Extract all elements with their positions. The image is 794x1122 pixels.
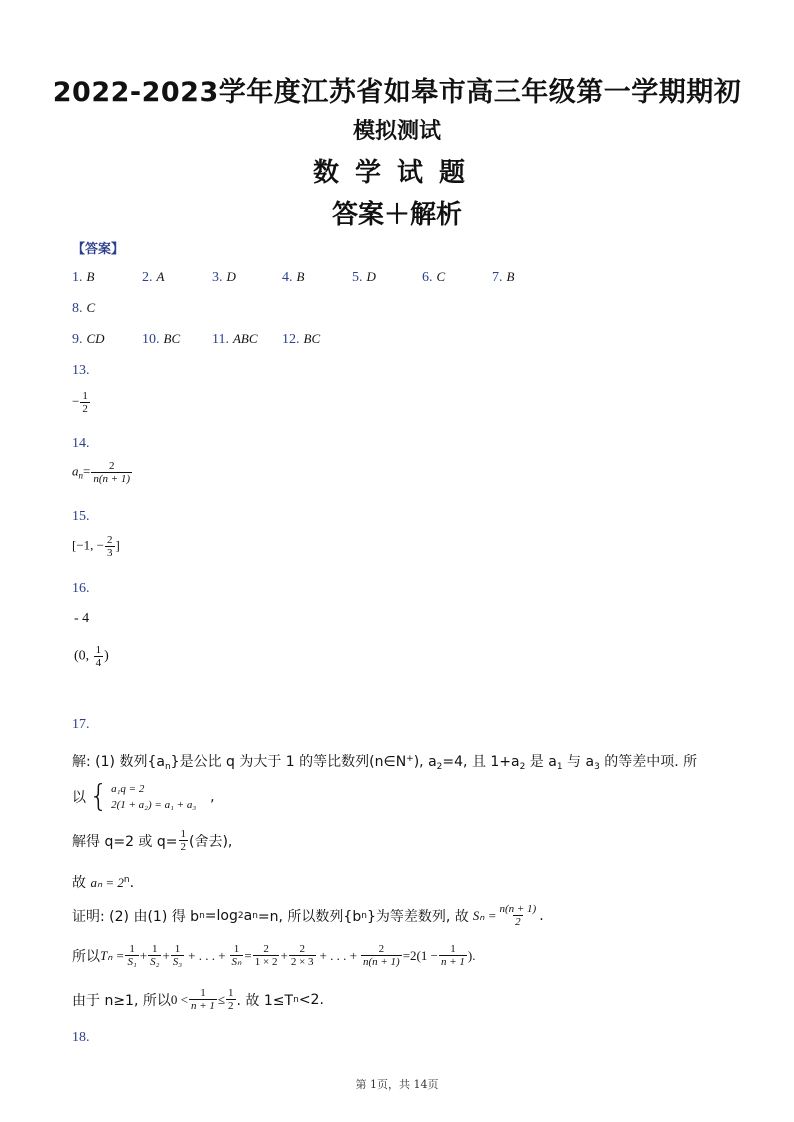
question-16-number: 16.	[72, 581, 90, 596]
answer-item: 12. BC	[282, 331, 321, 347]
question-14-number: 14.	[72, 436, 90, 451]
q17-system: 以 { a₁q = 2 2(1 + a₂) = a₁ + a₃ ,	[72, 779, 215, 814]
question-16-answer-2: (0, $\frac{1}{4}$ )	[74, 644, 109, 669]
answer-item: 5. D	[352, 269, 376, 285]
question-15-answer: [−1, − $\frac{2}{3}$ ]	[72, 534, 120, 559]
answer-section-tag: 【答案】	[72, 242, 125, 257]
q17-conclusion-line: 由于 n≥1, 所以 0 < $\frac{1}{n + 1}$ ≤ $\frac{1}{2}$ . 故 1≤T n <2.	[72, 987, 324, 1012]
doc-title-subject: 数学试题	[312, 158, 481, 188]
doc-title-line2: 模拟测试	[352, 119, 441, 144]
answer-item: 9. CD	[72, 331, 105, 347]
answer-item: 1. B	[72, 269, 95, 285]
answer-item: 4. B	[282, 269, 305, 285]
doc-title-line1: 2022-2023学年度江苏省如皋市高三年级第一学期期初	[52, 77, 742, 108]
q17-solve-line: 解得 q=2 或 q= $\frac{1}{2}$ (舍去),	[72, 828, 233, 853]
q17-line-1: 解: (1) 数列$\{a_n\}$是公比 q 为大于 1 的等比数列(n∈N+), $a_2=4$, 且 $1+a_2$ 是 $a_1$ 与 $a_3$ 的等差中项. 所	[72, 754, 698, 772]
question-14-answer: $a_n=$ $\frac{2}{n(n + 1)}$	[72, 460, 131, 485]
doc-title-answers: 答案＋解析	[331, 200, 462, 230]
answer-item: 7. B	[492, 269, 515, 285]
question-17-number: 17.	[72, 717, 90, 732]
page-footer: 第 1页，共 14页	[355, 1078, 439, 1091]
question-16-answer-1: - 4	[74, 611, 90, 626]
answer-item: 2. A	[142, 269, 165, 285]
question-15-number: 15.	[72, 509, 90, 524]
question-13-number: 13.	[72, 363, 90, 378]
answers-row-1	[72, 268, 592, 286]
answer-item-8: 8. C	[72, 300, 96, 316]
question-13-answer: − $\frac{1}{2}$	[72, 390, 88, 415]
answer-item: 6. C	[422, 269, 446, 285]
q17-sum-line: 所以 Tₙ = $\frac{1}{\text{S₁}}$ + $\frac{1}{\text{S₂}}$ + $\frac{1}{\text{S₃}}$ + . . . + $\frac{1}{\text{Sₙ}}$ = $\frac{2}{1 \times 2}$ + $\frac{2}{2 \times 3}$ + . . . + $\frac{2}{n(n + 1)}$ =2(1 − $\frac{1}{n + 1}$ ).	[72, 943, 476, 968]
answers-row-3	[72, 330, 352, 348]
answer-item: 10. BC	[142, 331, 181, 347]
question-18-number: 18.	[72, 1030, 90, 1045]
q17-proof-line: 证明: (2) 由(1) 得 b n =log 2 a n =n, 所以数列{b n }为等差数列, 故 Sₙ = $\frac{n(n + 1)}{2}$ .	[72, 903, 544, 928]
answer-item: 3. D	[212, 269, 236, 285]
q17-result-line: 故 $a_n = 2^n$.	[72, 875, 135, 891]
answer-item: 11. ABC	[212, 331, 258, 347]
